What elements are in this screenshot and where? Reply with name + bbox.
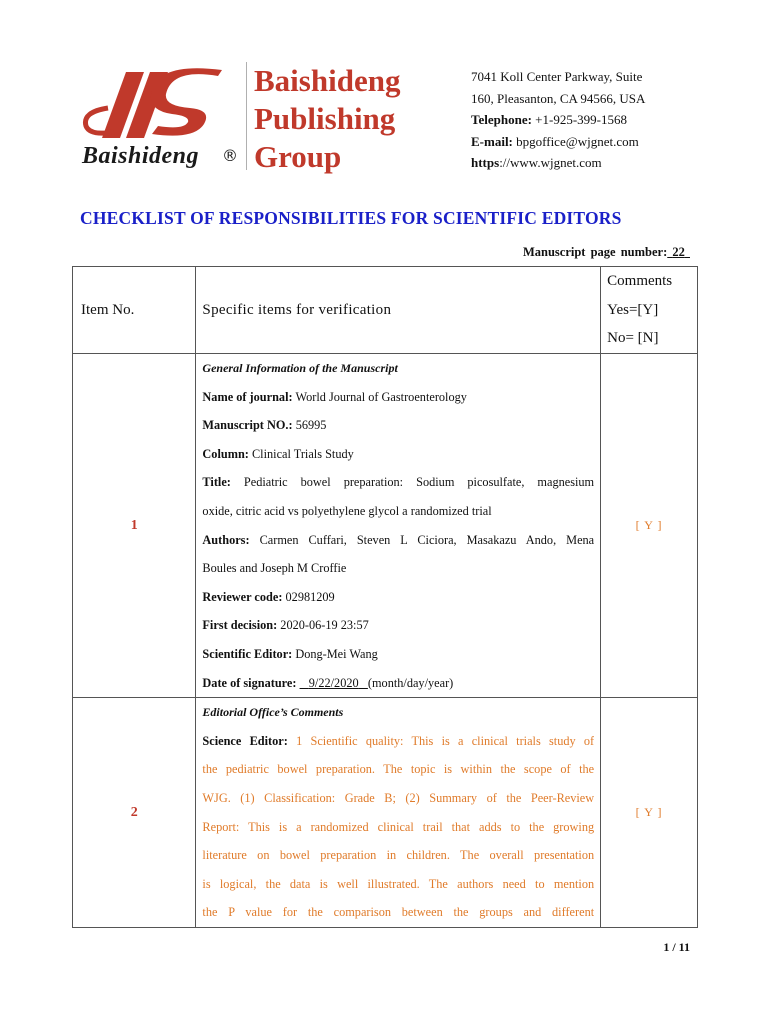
brand-line-1: Baishideng bbox=[254, 63, 401, 98]
authors-line-1: Authors: Carmen Cuffari, Steven L Ciciora, Masakazu Ando, Mena bbox=[202, 532, 595, 547]
section-heading: Editorial Office’s Comments bbox=[202, 705, 344, 720]
title-line-2: oxide, citric acid vs polyethylene glycol a randomized trial bbox=[202, 503, 492, 518]
address-line-1: 7041 Koll Center Parkway, Suite bbox=[471, 69, 643, 84]
editorial-comments-cell bbox=[196, 698, 601, 928]
authors-line-2: Boules and Joseph M Croffie bbox=[202, 561, 347, 576]
general-information-cell bbox=[196, 354, 601, 698]
email bbox=[471, 131, 645, 153]
header-comments-label: Comments bbox=[607, 273, 673, 290]
publisher-address bbox=[471, 66, 645, 174]
website-label: https bbox=[471, 155, 500, 170]
manuscript-page-number bbox=[523, 245, 690, 260]
reviewer-code-line: Reviewer code: 02981209 bbox=[202, 589, 335, 604]
header-comments bbox=[601, 267, 698, 354]
address-line-2: 160, Pleasanton, CA 94566, USA bbox=[471, 90, 646, 106]
header-item-no: Item No. bbox=[73, 267, 196, 354]
header-yes-key: Yes=[Y] bbox=[607, 301, 659, 318]
signature-date-line: Date of signature: 9/22/2020 (month/day/year) bbox=[202, 675, 454, 690]
manuscript-no-line: Manuscript NO.: 56995 bbox=[202, 418, 327, 433]
answer-badge: [ Y ] bbox=[601, 354, 698, 698]
table-row bbox=[73, 698, 698, 928]
row-number: 2 bbox=[73, 698, 196, 928]
journal-line: Name of journal: World Journal of Gastroenterology bbox=[202, 389, 467, 404]
logo-wordmark: Baishideng bbox=[82, 143, 200, 169]
telephone-value: +1-925-399-1568 bbox=[535, 112, 627, 127]
comment-line: WJG. (1) Classification: Grade B; (2) Summary of the Peer-Review bbox=[202, 790, 595, 805]
header-specific-items: Specific items for verification bbox=[196, 267, 601, 354]
table-row bbox=[73, 354, 698, 698]
manuscript-page-label: Manuscript page number: bbox=[522, 245, 668, 259]
column-line: Column: Clinical Trials Study bbox=[202, 446, 354, 461]
comment-line: is logical, the data is well illustrated. The authors need to mention bbox=[202, 876, 595, 891]
manuscript-page-value: 22 bbox=[672, 245, 685, 259]
brand-line-3: Group bbox=[254, 139, 342, 174]
comment-line: the pediatric bowel preparation. The topic is within the scope of the bbox=[202, 762, 595, 777]
brand-line-2: Publishing bbox=[254, 101, 396, 136]
title-line-1: Title: Pediatric bowel preparation: Sodium picosulfate, magnesium bbox=[202, 475, 595, 490]
brand-name bbox=[254, 62, 400, 176]
telephone-label: Telephone: bbox=[471, 112, 532, 127]
comment-line: the P value for the comparison between the groups and different bbox=[202, 905, 595, 920]
answer-badge: [ Y ] bbox=[601, 698, 698, 928]
comment-line: Science Editor: 1 Scientific quality: This is a clinical trials study of bbox=[202, 733, 595, 748]
email-value[interactable]: bpgoffice@wjgnet.com bbox=[516, 133, 639, 149]
comment-line: literature on bowel preparation in children. The overall presentation bbox=[202, 848, 595, 863]
checklist-table bbox=[72, 266, 698, 928]
header-no-key: No= [N] bbox=[607, 330, 659, 347]
first-decision-line: First decision: 2020-06-19 23:57 bbox=[202, 618, 369, 633]
header-divider bbox=[246, 62, 247, 170]
telephone bbox=[471, 109, 645, 131]
row-number: 1 bbox=[73, 354, 196, 698]
website-value[interactable]: ://www.wjgnet.com bbox=[499, 155, 602, 170]
page-number: 1 / 11 bbox=[663, 940, 690, 954]
email-label: E-mail: bbox=[471, 133, 513, 149]
document-title: CHECKLIST OF RESPONSIBILITIES FOR SCIENTIFIC EDITORS bbox=[80, 208, 622, 228]
website bbox=[471, 152, 645, 174]
scientific-editor-line: Scientific Editor: Dong-Mei Wang bbox=[202, 646, 378, 661]
table-header-row bbox=[73, 267, 698, 354]
registered-mark: ® bbox=[222, 146, 238, 165]
comment-line: Report: This is a randomized clinical trail that adds to the growing bbox=[202, 819, 595, 834]
section-heading: General Information of the Manuscript bbox=[202, 361, 398, 375]
